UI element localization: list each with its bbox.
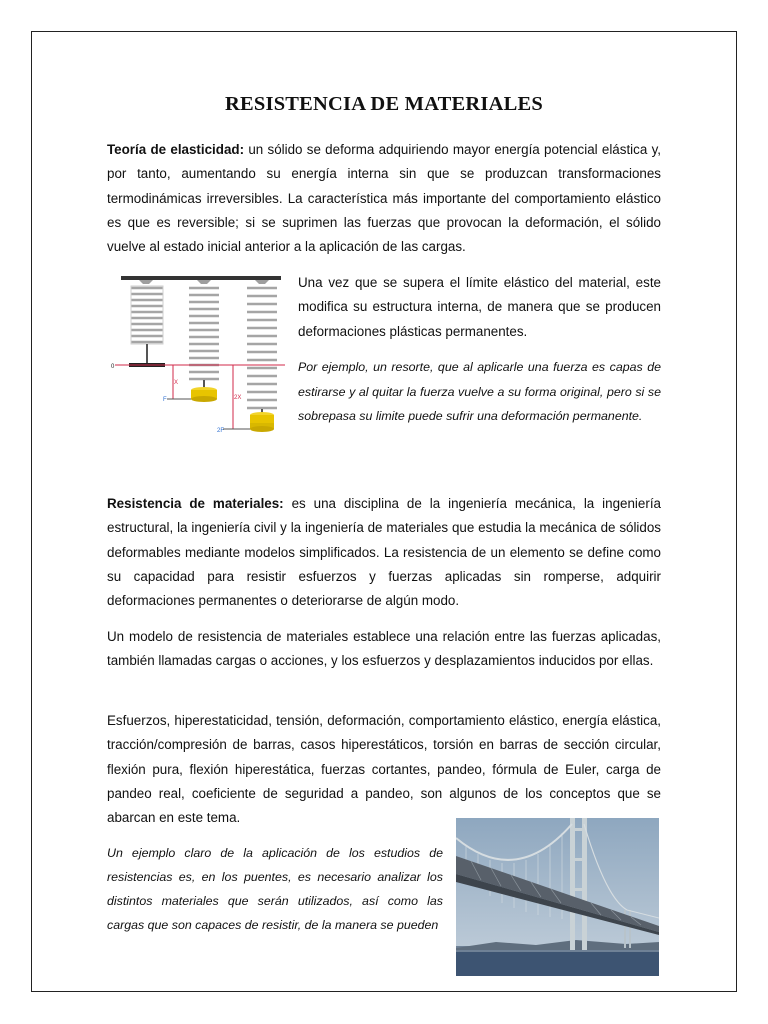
paragraph-spring-example: Por ejemplo, un resorte, que al aplicarle una fuerza es capas de estirarse y al quitar la fuerza vuelve a su forma original, pero si se sobrepasa su limite puede sufrir una deformación permanente. — [298, 360, 661, 424]
label-f: F — [163, 397, 167, 403]
label-2f: 2F — [217, 428, 225, 432]
paragraph-elastic-limit: Una vez que se supera el límite elástico del material, este modifica su estructura interna, de manera que se producen deformaciones plásticas permanentes. — [298, 275, 661, 339]
bridge-photo — [456, 818, 659, 976]
term-elasticity: Teoría de elasticidad: — [107, 142, 245, 157]
paragraph-concepts: Esfuerzos, hiperestaticidad, tensión, deformación, comportamiento elástico, energía elástica, tracción/compresión de barras, casos hiperestáticos, torsión en barras de sección circular, flexión pura, flexión hiperestática, fuerzas cortantes, pandeo, fórmula de Euler, carga de pandeo real, coeficiente de seguridad a pandeo, son algunos de los conceptos que se abarcan en este tema. — [107, 713, 661, 826]
spring-figure — [107, 272, 287, 432]
paragraph-elasticity — [107, 138, 661, 259]
spring-single-load — [189, 280, 219, 402]
label-x: X — [174, 380, 179, 386]
paragraph-bridge-example: Un ejemplo claro de la aplicación de los estudios de resistencias es, en los puentes, es necesario analizar los distintos materiales que serán utilizados, así como las cargas que son capaces de resistir, de la manera se pueden — [107, 846, 443, 932]
label-zero: 0 — [111, 364, 115, 370]
paragraph-elasticity-text: un sólido se deforma adquiriendo mayor energía potencial elástica y, por tanto, aumentando su energía interna sin que se produzcan transformaciones termodinámicas irreversibles. La característica más importante del comportamiento elástico es que es reversible; si se suprimen las fuerzas que provocan la deformación, el sólido vuelve al estado inicial anterior a la aplicación de las cargas. — [107, 142, 661, 255]
term-strength-of-materials: Resistencia de materiales: — [107, 496, 284, 511]
paragraph-strength-text: es una disciplina de la ingeniería mecánica, la ingeniería estructural, la ingeniería civil y la ingeniería de materiales que estudia la mecánica de sólidos deformables mediante modelos simplificados. La resistencia de un elemento se define como su capacidad para resistir esfuerzos y fuerzas aplicadas sin romperse, adquirir deformaciones permanentes o deteriorarse de algún modo. — [107, 496, 661, 609]
document-title: RESISTENCIA DE MATERIALES — [225, 93, 543, 115]
spring-double-load — [247, 280, 277, 432]
spring-relaxed — [129, 280, 165, 367]
label-2x: 2X — [234, 395, 242, 401]
paragraph-model: Un modelo de resistencia de materiales establece una relación entre las fuerzas aplicadas, también llamadas cargas o acciones, y los esfuerzos y desplazamientos inducidos por ellas. — [107, 629, 661, 669]
paragraph-strength-of-materials — [107, 492, 661, 613]
